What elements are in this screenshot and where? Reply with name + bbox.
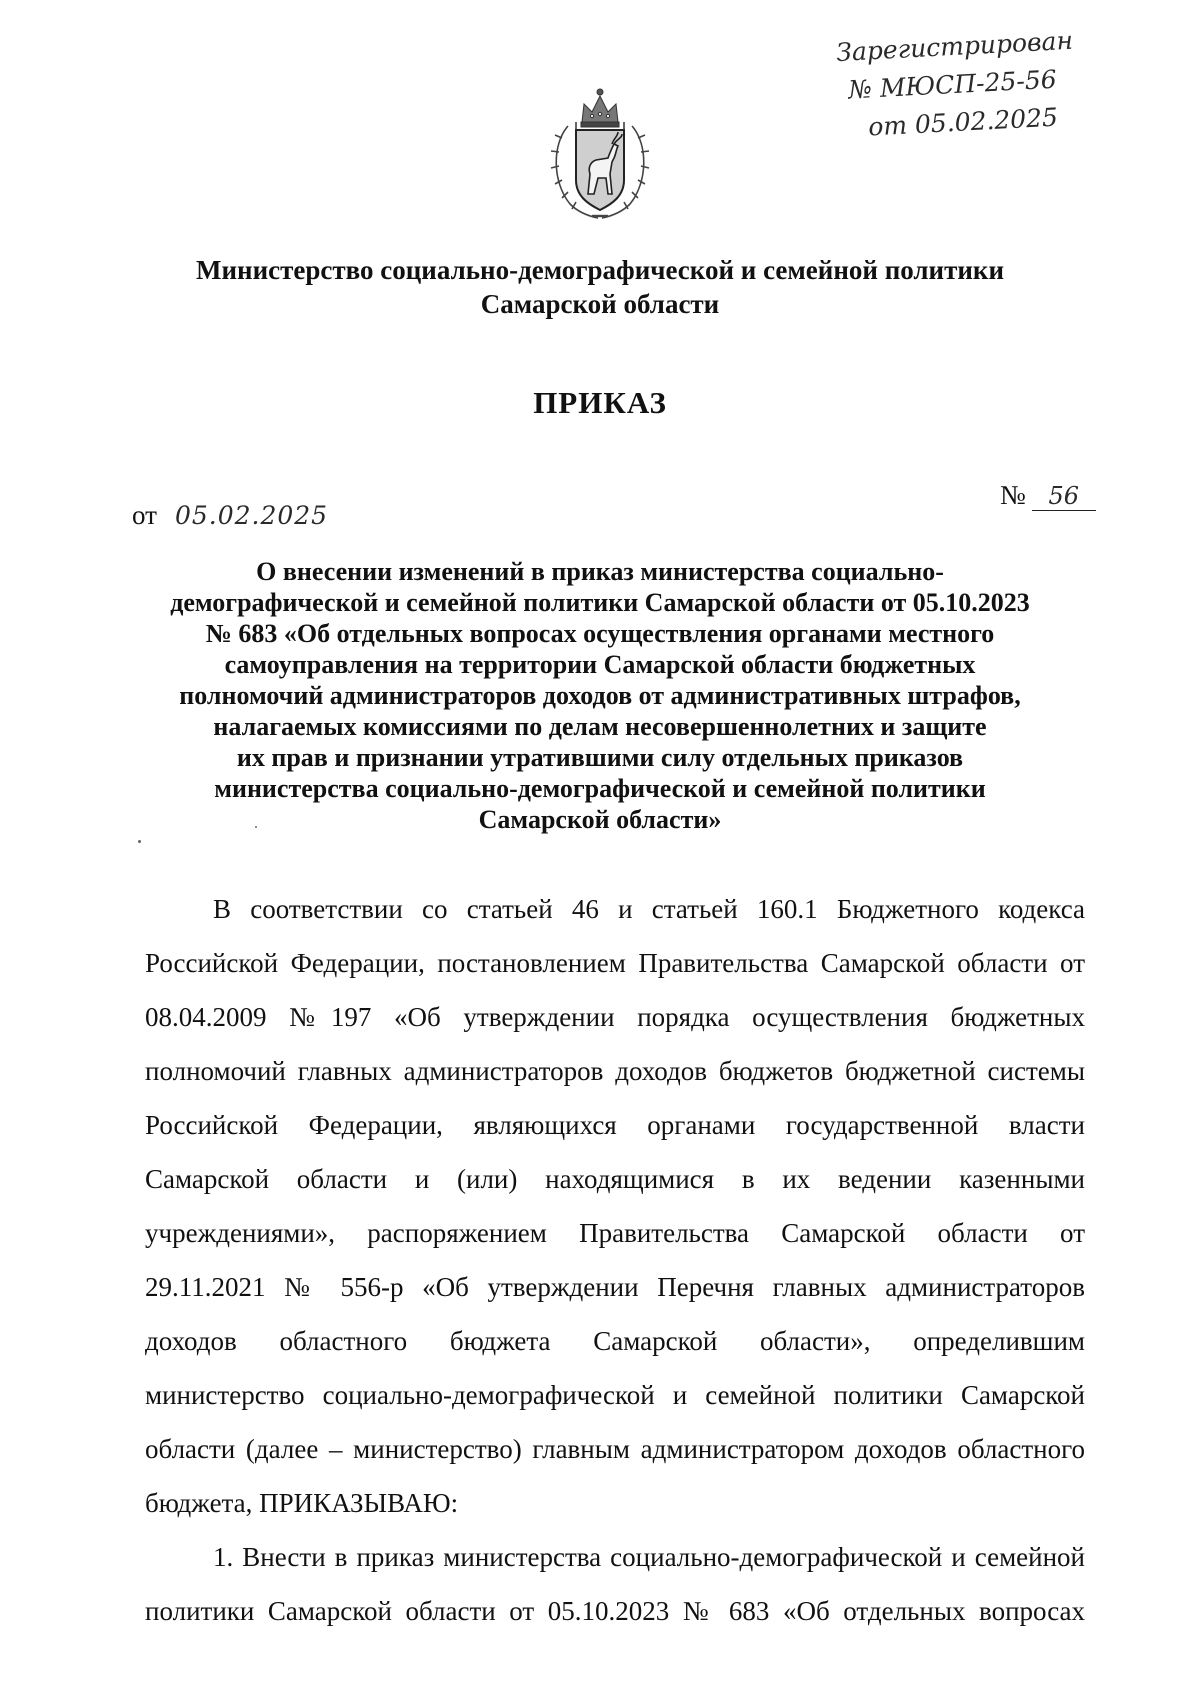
body-line: В соответствии со статьей 46 и статьей 160.1 Бюджетного кодекса (213, 894, 1085, 924)
subject-line: налагаемых комиссиями по делам несовершеннолетних и защите (213, 712, 987, 741)
subject-line: полномочий администраторов доходов от административных штрафов, (179, 681, 1021, 710)
document-number (1000, 480, 1096, 511)
body-line: учреждениями», распоряжением Правительства Самарской области от (145, 1218, 1085, 1248)
body-line: министерство социально-демографической и семейной политики Самарской (145, 1380, 1085, 1410)
number-handwritten-value: 56 (1032, 482, 1096, 511)
body-line: политики Самарской области от 05.10.2023 № 683 «Об отдельных вопросах (145, 1596, 1085, 1626)
coat-of-arms-emblem (548, 82, 652, 222)
crown-icon (581, 89, 619, 127)
scan-speck (138, 840, 141, 843)
document-body (145, 882, 1085, 1638)
body-line: 1. Внести в приказ министерства социально-демографической и семейной (213, 1542, 1085, 1572)
body-line: Самарской области и (или) находящимися в их ведении казенными (145, 1164, 1085, 1194)
subject-line: министерства социально-демографической и семейной политики (214, 774, 986, 803)
subject-line: их прав и признании утратившими силу отдельных приказов (236, 743, 964, 772)
ministry-name-line: Министерство социально-демографической и семейной политики (195, 255, 1005, 285)
document-subject (120, 556, 1080, 835)
subject-line: № 683 «Об отдельных вопросах осуществления органами местного (205, 619, 995, 648)
registration-note-line: № МЮСП-25-56 (847, 64, 1058, 105)
registration-handwritten-note (835, 20, 1111, 148)
body-line: 08.04.2009 №197 «Об утверждении порядка осуществления бюджетных (145, 1002, 1085, 1032)
subject-line: демографической и семейной политики Самарской области от 05.10.2023 (170, 588, 1030, 617)
body-line: доходов областного бюджета Самарской области», определившим (145, 1326, 1085, 1356)
scan-speck (255, 826, 257, 828)
body-line: области (далее – министерство) главным администратором доходов областного (145, 1434, 1085, 1464)
registration-note-line: от 05.02.2025 (867, 102, 1059, 142)
body-line: Российской Федерации, являющихся органами государственной власти (145, 1110, 1085, 1140)
subject-line: Самарской области» (478, 805, 722, 834)
subject-line: О внесении изменений в приказ министерства социально- (256, 557, 944, 586)
document-date (132, 500, 328, 531)
registration-note-line: Зарегистрирован (835, 25, 1074, 68)
body-line: бюджета, ПРИКАЗЫВАЮ: (145, 1488, 459, 1518)
body-line: полномочий главных администраторов доходов бюджетов бюджетной системы (145, 1056, 1085, 1086)
ministry-name-line: Самарской области (480, 289, 720, 319)
body-line: Российской Федерации, постановлением Правительства Самарской области от (145, 948, 1085, 978)
ministry-name (100, 253, 1100, 321)
body-line: 29.11.2021 № 556-р «Об утверждении Перечня главных администраторов (145, 1272, 1085, 1302)
date-prefix: от (132, 500, 157, 530)
number-prefix: № (1000, 480, 1026, 510)
subject-line: самоуправления на территории Самарской области бюджетных (224, 650, 976, 679)
date-handwritten-value: 05.02.2025 (174, 501, 329, 530)
document-type-title: ПРИКАЗ (533, 385, 667, 420)
